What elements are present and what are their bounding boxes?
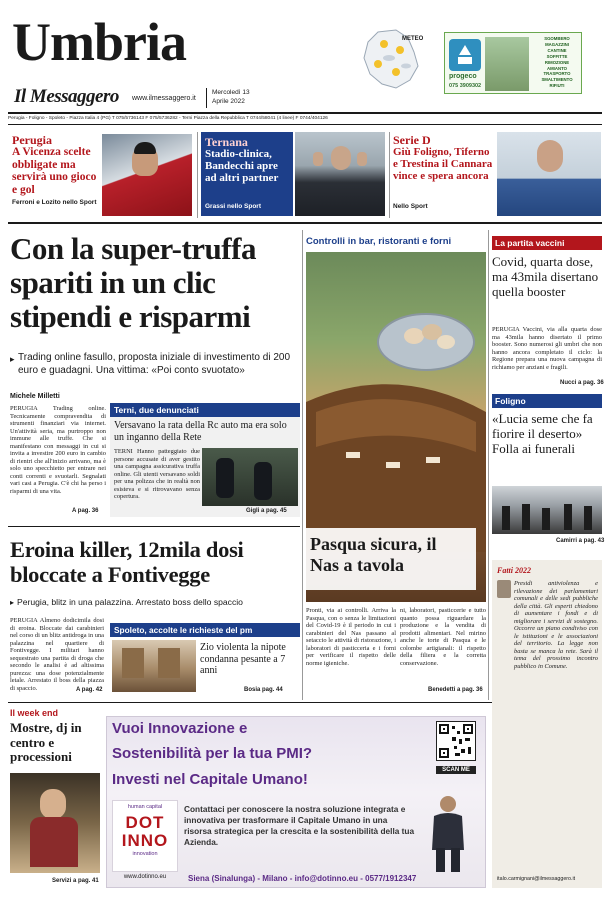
lead-author: Michele Milletti — [10, 393, 60, 400]
teaser-seried-section: Serie D — [393, 133, 431, 147]
weekend-kicker: Il week end — [10, 708, 59, 718]
controlli-body: Pronti, via ai controlli. Arriva la Pasqua, con o senza le limitazioni del Covid-19 è il periodo in cui i carabinieri del Nas passano al setaccio le attività di ristorazione, i laboratori di pasticceria e i forni per verificare il rispetto delle norme igieniche. — [306, 607, 396, 667]
ad-line2: Sostenibilità per la tua PMI? — [112, 745, 313, 762]
column-author-photo — [497, 580, 511, 598]
teaser-ternana-footer: Grassi nello Sport — [205, 203, 261, 210]
ad-line3: Investi nel Capitale Umano! — [112, 771, 308, 788]
masthead-title: Umbria — [12, 12, 186, 72]
ad-line1: Vuoi Innovazione e — [112, 720, 248, 737]
spoleto-jump[interactable]: Bosia pag. 44 — [244, 687, 283, 693]
progeco-services — [533, 36, 581, 89]
terni-kicker: Terni, due denunciati — [110, 403, 300, 417]
progeco-service-line: RIFIUTI — [549, 83, 565, 89]
column-body: Presidi antiviolenza e rilevazione dei parlamentari comunali e delle sedi pubbliche della città. Gli esperti chiedono di aumentare i fondi e di migliorare i servizi di sostegno. Occorre un piano condiviso con le istituzioni e le associazioni del territorio. La legge non basta se manca la rete. Sarà il tema del prossimo incontro pubblico in Comune. — [514, 580, 598, 670]
vaccini-body: PERUGIA Vaccini, via alla quarta dose ma 43mila hanno disertato il primo booster. Sono numerosi gli umbri che non hanno ancora completato il ciclo: la Regione prepara una nuova campagna di richiamo per anziani e fragili. — [492, 326, 602, 371]
date-line1: Mercoledì 13 — [212, 89, 250, 96]
terni-body: TERNI Hanno patteggiato due persone accusate di aver gestito una campagna assicurativa truffa online. Gli utenti versavano soldi per una polizza che in realtà non esisteva e si ritrovavano senza copertura. — [114, 448, 200, 500]
lead-subhead: Trading online fasullo, proposta iniziale di investimento di 200 euro e guadagni. Una vittima: «Poi conto svuotato» — [18, 352, 291, 376]
progeco-brand: progeco — [449, 73, 477, 80]
progeco-ad[interactable] — [444, 32, 582, 94]
terni-jump[interactable]: Gigli a pag. 45 — [246, 508, 287, 514]
weekend-jump[interactable]: Servizi a pag. 41 — [52, 878, 99, 884]
teaser-ternana-photo — [295, 132, 385, 216]
spoleto-headline[interactable]: Zio violenta la nipote condanna pesante a 7 anni — [200, 642, 286, 676]
ad-businessman-image — [418, 790, 478, 874]
controlli-body-2: ni, laboratori, pasticcerie e tutto quanto possa riguardare la produzione e la vendita di prodotti alimentari. Nel mirino anche le torte di Pasqua e le colombe artigianali: il rispetto della filiera e la corretta conservazione. — [400, 607, 486, 667]
progeco-service-line: SMALTIMENTO — [541, 77, 573, 83]
foligno-headline[interactable]: «Lucia seme che fa fiorire il deserto» Folla ai funerali — [492, 411, 593, 456]
qr-code-icon[interactable] — [436, 721, 476, 761]
teaser-seried-photo — [497, 132, 601, 216]
progeco-service-line: SOFFITTE — [546, 53, 568, 59]
teaser-perugia-section: Perugia — [12, 133, 52, 147]
progeco-truck-image — [485, 37, 529, 91]
eroina-subhead: Perugia, blitz in una palazzina. Arrestato boss dello spaccio — [17, 597, 243, 607]
dotinno-logo — [112, 800, 178, 872]
terni-headline[interactable]: Versavano la rata della Rc auto ma era solo un inganno della Rete — [114, 420, 287, 443]
vaccini-jump[interactable]: Nucci a pag. 36 — [560, 380, 604, 386]
ad-text: Contattaci per conoscere la nostra soluzione integrata e innovativa per trasformare il Capitale Umano in una risorsa strategica per la crescita e la sostenibilità della tua Azienda. — [184, 804, 415, 847]
progeco-service-line: TRASPORTO — [543, 71, 571, 77]
website-link[interactable]: www.ilmessaggero.it — [132, 95, 196, 102]
ad-contacts: Siena (Sinalunga) - Milano - info@dotinno.eu - 0577/1912347 — [188, 874, 417, 883]
logo-sub-text: innovation — [132, 851, 158, 857]
column-footer[interactable]: italo.carmignani@ilmessaggero.it — [497, 876, 576, 882]
vaccini-headline[interactable]: Covid, quarta dose, ma 43mila disertano quella booster — [492, 254, 599, 299]
column-kicker: Fatti 2022 — [497, 566, 532, 575]
paper-logo: Il Messaggero — [14, 86, 119, 107]
progeco-phone: 075 3909302 — [449, 83, 482, 89]
foligno-photo — [492, 486, 602, 534]
spoleto-kicker: Spoleto, accolte le richieste del pm — [110, 623, 300, 637]
teaser-ternana-section: Ternana — [205, 135, 248, 149]
lead-jump[interactable]: A pag. 36 — [72, 508, 99, 514]
logo-top-text: human capital — [127, 804, 163, 810]
recycle-icon — [449, 39, 481, 71]
controlli-kicker: Controlli in bar, ristoranti e forni — [306, 236, 452, 247]
progeco-service-line: CANTINE — [547, 47, 567, 53]
foligno-jump[interactable]: Camirri a pag. 43 — [556, 538, 605, 544]
ad-scan-label: SCAN ME — [436, 766, 476, 774]
lead-subhead-marker: ▸ — [10, 354, 15, 364]
spoleto-photo — [112, 640, 196, 692]
controlli-jump[interactable]: Benedetti a pag. 36 — [428, 687, 483, 693]
vaccini-kicker: La partita vaccini — [492, 236, 602, 250]
weekend-photo — [10, 773, 100, 873]
weekend-headline[interactable]: Mostre, dj in centro e processioni — [10, 720, 82, 764]
teaser-seried-footer: Nello Sport — [393, 203, 428, 210]
teaser-perugia-photo — [102, 134, 192, 216]
progeco-service-line: MAGAZZINI — [545, 41, 569, 47]
logo-dot-text: DOT — [125, 813, 165, 832]
terni-photo — [202, 448, 298, 506]
foligno-kicker: Foligno — [492, 394, 602, 408]
teaser-perugia-footer: Ferroni e Lozito nello Sport — [12, 199, 97, 206]
date-line2: Aprile 2022 — [212, 98, 245, 105]
controlli-photo-caption[interactable]: Pasqua sicura, il Nas a tavola — [310, 534, 437, 575]
eroina-headline[interactable]: Eroina killer, 12mila dosi bloccate a Fontivegge — [10, 537, 244, 587]
lead-body: PERUGIA Trading online. Tecnicamente compravendita di strumenti finanziari via internet. Un'attività seria, ma purtroppo non immune alle truffe. Che si manifestano con messaggi in cui si invita a investire 200 euro in cambio di rientri che all'inizio arrivano, ma è solo uno specchietto per entrare nei conti correnti e svuotarli. Segnalati vari casi a Perugia. C'è chi ha perso i risparmi di una vita. — [10, 405, 106, 495]
lead-headline[interactable]: Con la super-truffa spariti in un clic stipendi e risparmi — [10, 231, 256, 334]
eroina-body: PERUGIA Almeno dodicimila dosi di eroina. Bloccate dai carabinieri nel corso di un blitz antidroga in una palazzina nel quartiere di Fontivegge. I militari hanno sequestrato una partita di droga che secondo le analisi è ad altissima purezza: una dose potenzialmente letale. Arrestato il boss della piazza di spaccio. — [10, 617, 104, 692]
eroina-jump[interactable]: A pag. 42 — [76, 687, 103, 693]
teaser-perugia-headline[interactable]: A Vicenza scelte obbligate ma servirà uno gioco e gol — [12, 146, 97, 196]
eroina-subhead-marker: ▸ — [10, 598, 15, 607]
address-bar: Perugia - Foligno - Spoleto - Piazza Italia 4 (PG) T 075/5736143 F 075/5736282 - Terni Piazza della Repubblica T 0744/58041 (4 linee) F 0744/404126 — [8, 116, 328, 121]
progeco-service-line: RIMOZIONE — [544, 59, 570, 65]
progeco-service-line: AMIANTO — [547, 65, 567, 71]
teaser-ternana-headline[interactable]: Stadio-clinica, Bandecchi apre ad altri partner — [205, 148, 279, 184]
teaser-seried-headline[interactable]: Giù Foligno, Tiferno e Trestina il Cannara vince e spera ancora — [393, 146, 493, 182]
ad-site-link[interactable]: www.dotinno.eu — [123, 874, 167, 880]
progeco-service-line: SGOMBERO — [544, 36, 570, 41]
meteo-label: METEO — [402, 36, 424, 42]
logo-inno-text: INNO — [121, 831, 169, 850]
